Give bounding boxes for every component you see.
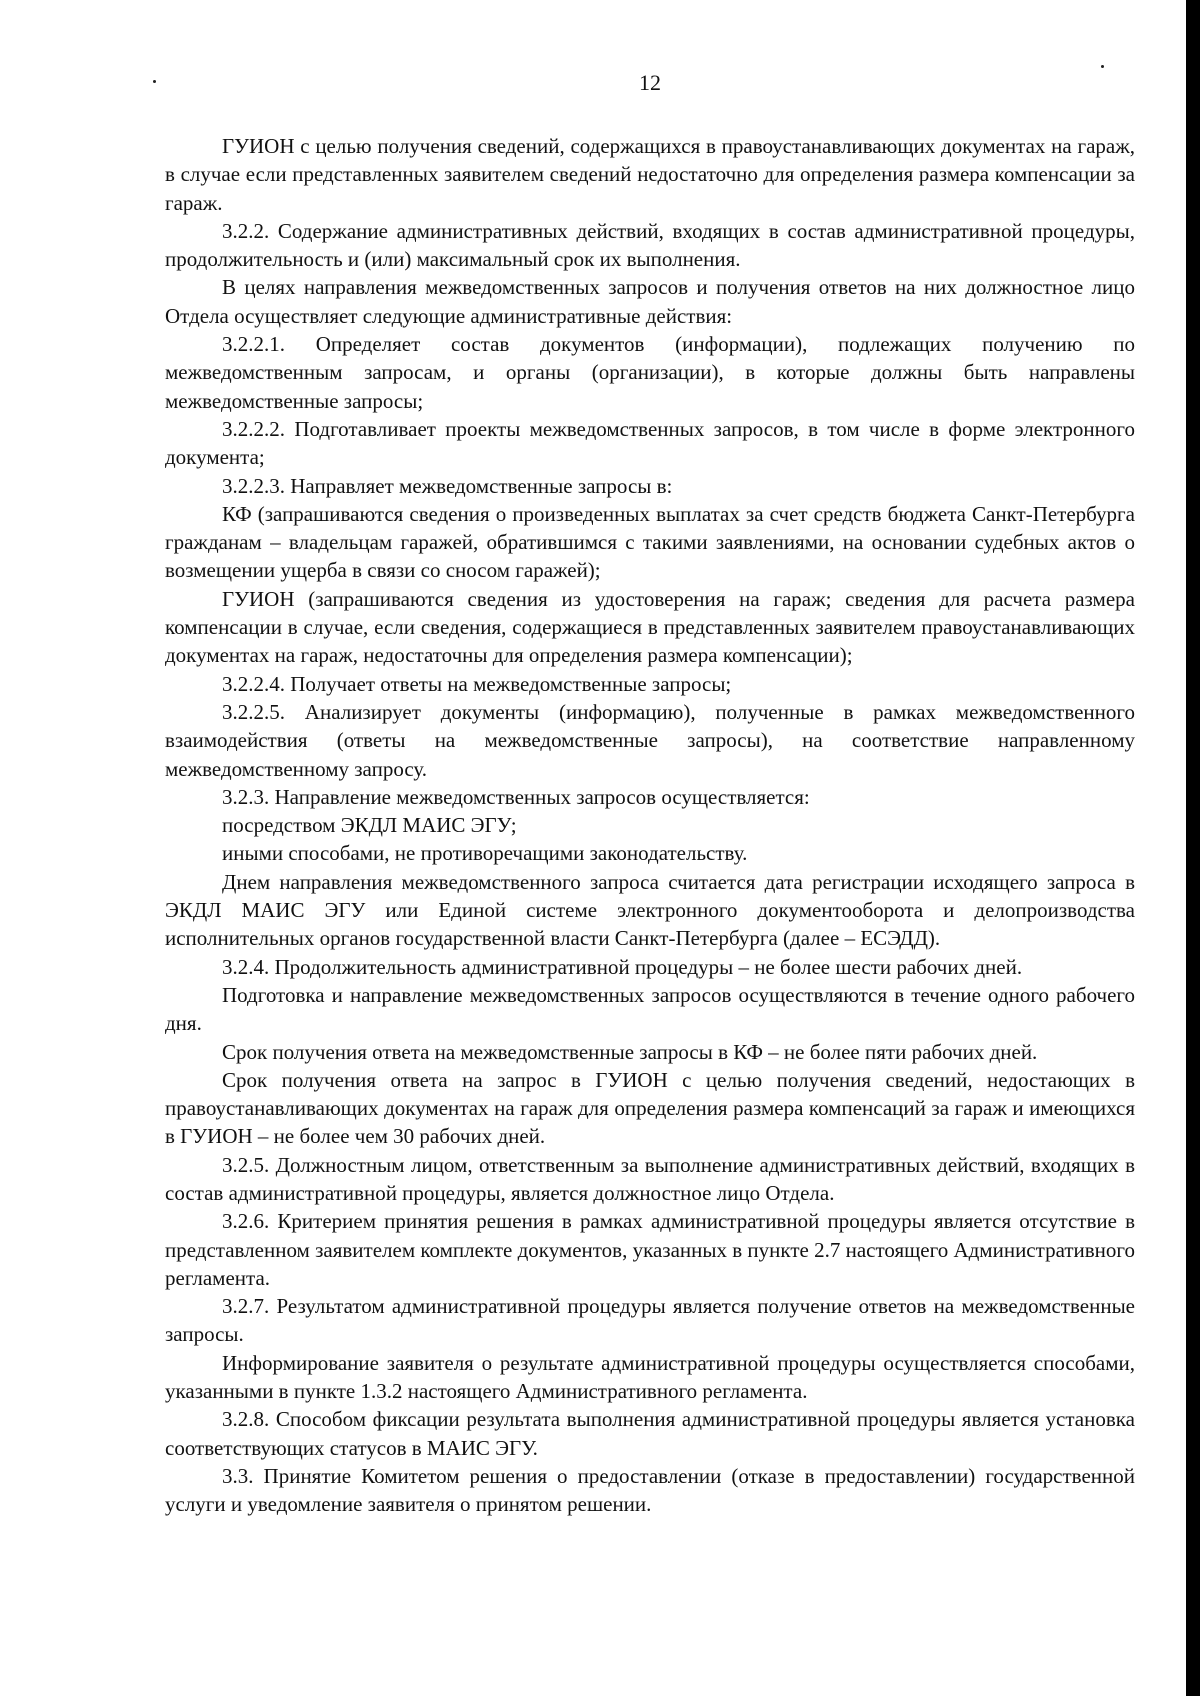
paragraph-10: 3.2.2.5. Анализирует документы (информацию), полученные в рамках межведомственного взаимодействия (ответы на межведомственные запросы), на соответствие направленному межведомственному запросу. [165,699,1135,781]
paragraph-9: 3.2.2.4. Получает ответы на межведомственные запросы; [222,671,732,696]
paragraph-17: Срок получения ответа на межведомственные запросы в КФ – не более пяти рабочих дней. [222,1039,1038,1064]
scan-speck [1101,65,1104,68]
paragraph-13: иными способами, не противоречащими законодательству. [222,841,748,866]
scan-edge-shadow [1186,0,1200,1696]
paragraph-18: Срок получения ответа на запрос в ГУИОН с целью получения сведений, недостающих в правоустанавливающих документах на гараж для определения размера компенсаций за гараж и имеющихся в ГУИОН – не более чем 30 рабочих дней. [165,1067,1135,1149]
paragraph-23: 3.2.8. Способом фиксации результата выполнения административной процедуры является установка соответствующих статусов в МАИС ЭГУ. [165,1407,1135,1460]
paragraph-5: 3.2.2.2. Подготавливает проекты межведомственных запросов, в том числе в форме электронного документа; [165,416,1135,470]
paragraph-19: 3.2.5. Должностным лицом, ответственным за выполнение административных действий, входящих в состав административной процедуры, является должностное лицо Отдела. [165,1152,1135,1205]
paragraph-16: Подготовка и направление межведомственных запросов осуществляются в течение одного рабочего дня. [165,982,1135,1036]
page-number: 12 [639,70,661,95]
paragraph-2: 3.2.2. Содержание административных действий, входящих в состав административной процедуры, продолжительность и (или) максимальный срок их выполнения. [165,218,1135,272]
paragraph-6: 3.2.2.3. Направляет межведомственные запросы в: [222,473,673,498]
paragraph-22: Информирование заявителя о результате административной процедуры осуществляется способами, указанными в пункте 1.3.2 настоящего Административного регламента. [165,1350,1135,1404]
paragraph-3: В целях направления межведомственных запросов и получения ответов на них должностное лицо Отдела осуществляет следующие административные действия: [165,275,1135,328]
paragraph-12: посредством ЭКДЛ МАИС ЭГУ; [222,813,517,838]
paragraph-15: 3.2.4. Продолжительность административной процедуры – не более шести рабочих дней. [222,954,1023,979]
paragraph-14: Днем направления межведомственного запроса считается дата регистрации исходящего запроса в ЭКДЛ МАИС ЭГУ или Единой системе электронного документооборота и делопроизводства исполнительных органов государственной власти Санкт-Петербурга (далее – ЕСЭДД). [165,869,1135,951]
paragraph-1: ГУИОН с целью получения сведений, содержащихся в правоустанавливающих документах на гараж, в случае если представленных заявителем сведений недостаточно для определения размера компенсации за гараж. [165,134,1135,215]
paragraph-4: 3.2.2.1. Определяет состав документов (информации), подлежащих получению по межведомственным запросам, и органы (организации), в которые должны быть направлены межведомственные запросы; [165,332,1135,413]
scan-speck [153,80,156,83]
document-body [165,132,1135,1519]
paragraph-7: КФ (запрашиваются сведения о произведенных выплатах за счет средств бюджета Санкт-Петербурга гражданам – владельцам гаражей, обратившимся с такими заявлениями, на основании судебных актов о возмещении ущерба в связи со сносом гаражей); [165,501,1135,583]
paragraph-24: 3.3. Принятие Комитетом решения о предоставлении (отказе в предоставлении) государственной услуги и уведомление заявителя о принятом решении. [165,1463,1135,1517]
paragraph-11: 3.2.3. Направление межведомственных запросов осуществляется: [222,784,810,809]
paragraph-8: ГУИОН (запрашиваются сведения из удостоверения на гараж; сведения для расчета размера компенсации в случае, если сведения, содержащиеся в представленных заявителем правоустанавливающих документах на гараж, недостаточны для определения размера компенсации); [165,586,1135,668]
paragraph-21: 3.2.7. Результатом административной процедуры является получение ответов на межведомственные запросы. [165,1294,1135,1347]
paragraph-20: 3.2.6. Критерием принятия решения в рамках административной процедуры является отсутствие в представленном заявителем комплекте документов, указанных в пункте 2.7 настоящего Административного регламента. [165,1209,1135,1290]
